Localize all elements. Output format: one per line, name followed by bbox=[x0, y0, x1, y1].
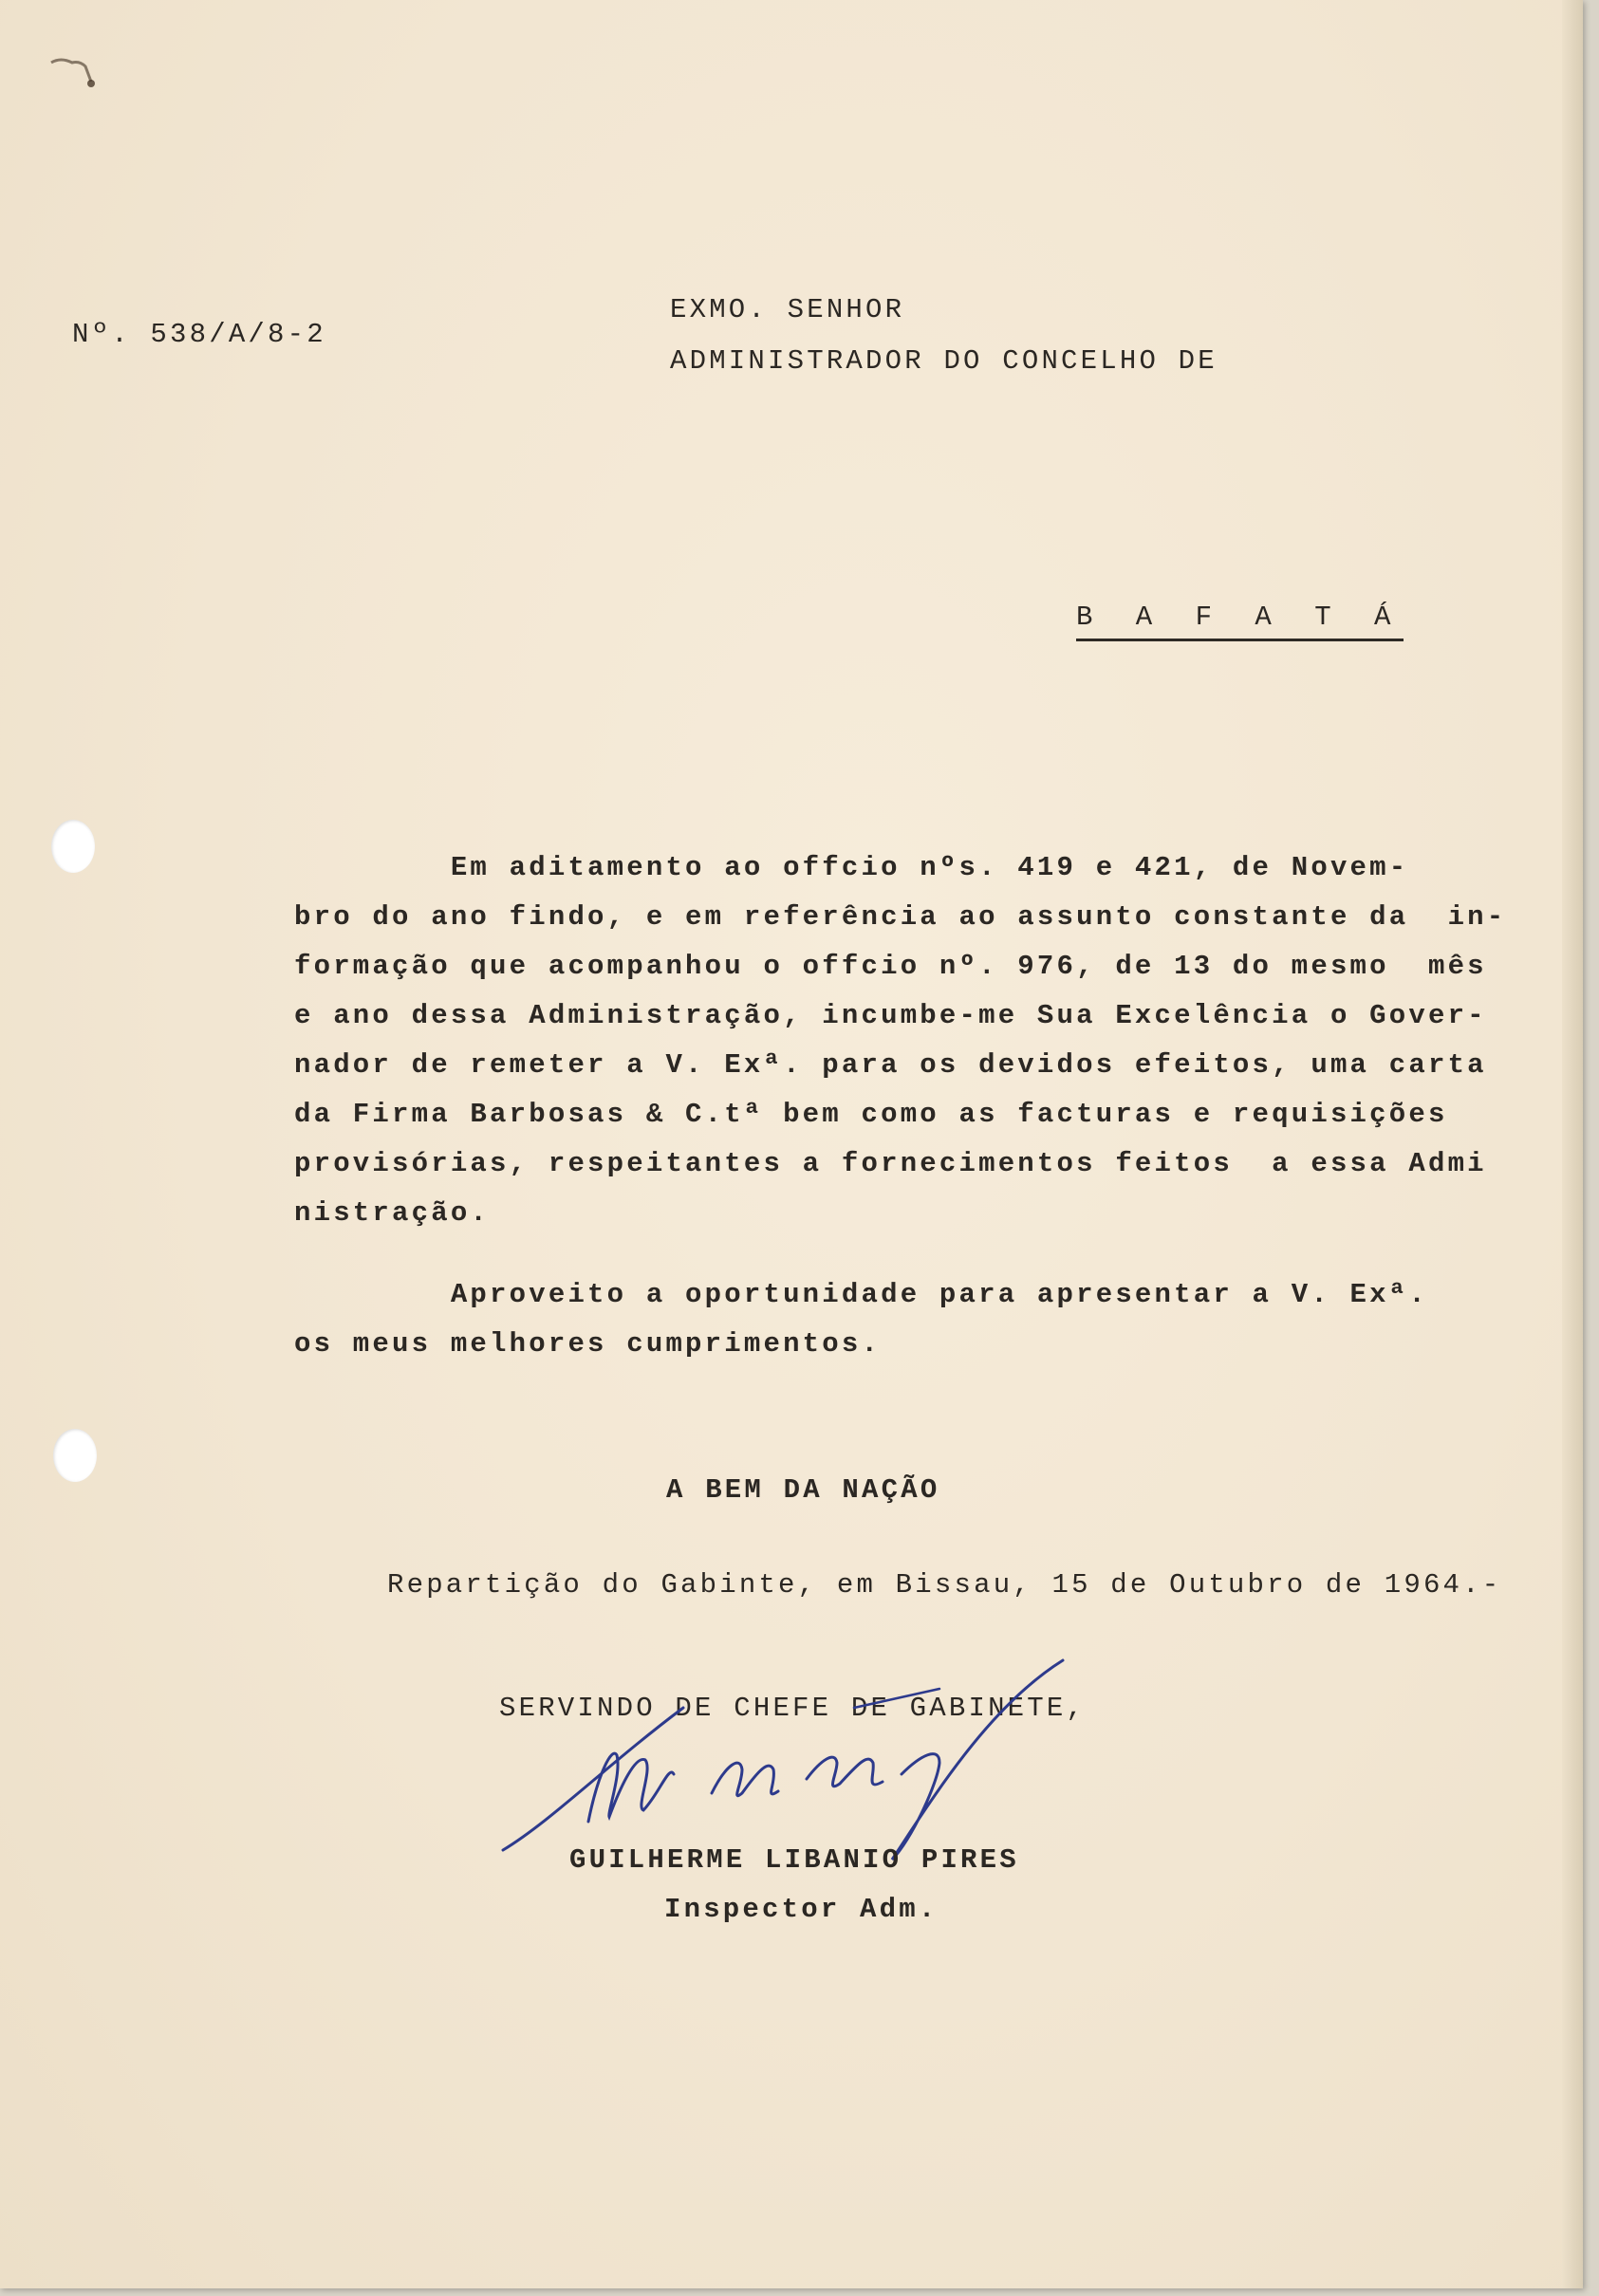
signatory-title: Inspector Adm. bbox=[664, 1894, 939, 1925]
body-line: nistração. bbox=[294, 1197, 491, 1229]
addressee-position: ADMINISTRADOR DO CONCELHO DE bbox=[670, 345, 1218, 377]
signatory-name: GUILHERME LIBANIO PIRES bbox=[569, 1844, 1019, 1876]
letter-body bbox=[294, 852, 1507, 1360]
dateline: Repartição do Gabinte, em Bissau, 15 de Outubro de 1964.- bbox=[387, 1569, 1502, 1601]
ink-stain bbox=[47, 53, 114, 91]
body-line: Aproveito a oportunidade para apresentar a V. Exª. bbox=[294, 1279, 1428, 1310]
paper-edge bbox=[1562, 0, 1583, 2288]
body-line: bro do ano findo, e em referência ao assunto constante da in- bbox=[294, 901, 1507, 933]
body-line: nador de remeter a V. Exª. para os devidos efeitos, uma carta bbox=[294, 1049, 1487, 1081]
addressee-salutation: EXMO. SENHOR bbox=[670, 294, 905, 325]
punch-hole-bottom bbox=[53, 1429, 97, 1482]
body-line: formação que acompanhou o offcio nº. 976, de 13 do mesmo mês bbox=[294, 951, 1487, 982]
signatory-role: SERVINDO DE CHEFE DE GABINETE, bbox=[499, 1693, 1087, 1724]
reference-number: Nº. 538/A/8-2 bbox=[72, 319, 326, 350]
closing-motto: A BEM DA NAÇÃO bbox=[666, 1474, 940, 1506]
body-line: Em aditamento ao offcio nºs. 419 e 421, de Novem- bbox=[294, 852, 1409, 883]
body-line: da Firma Barbosas & C.tª bem como as facturas e requisições bbox=[294, 1099, 1448, 1130]
punch-hole-top bbox=[51, 820, 95, 873]
addressee-city: B A F A T Á bbox=[1076, 603, 1404, 641]
body-line: os meus melhores cumprimentos. bbox=[294, 1328, 882, 1360]
body-line: e ano dessa Administração, incumbe-me Sua Excelência o Gover- bbox=[294, 1000, 1487, 1031]
body-line: provisórias, respeitantes a fornecimentos feitos a essa Admi bbox=[294, 1148, 1487, 1179]
